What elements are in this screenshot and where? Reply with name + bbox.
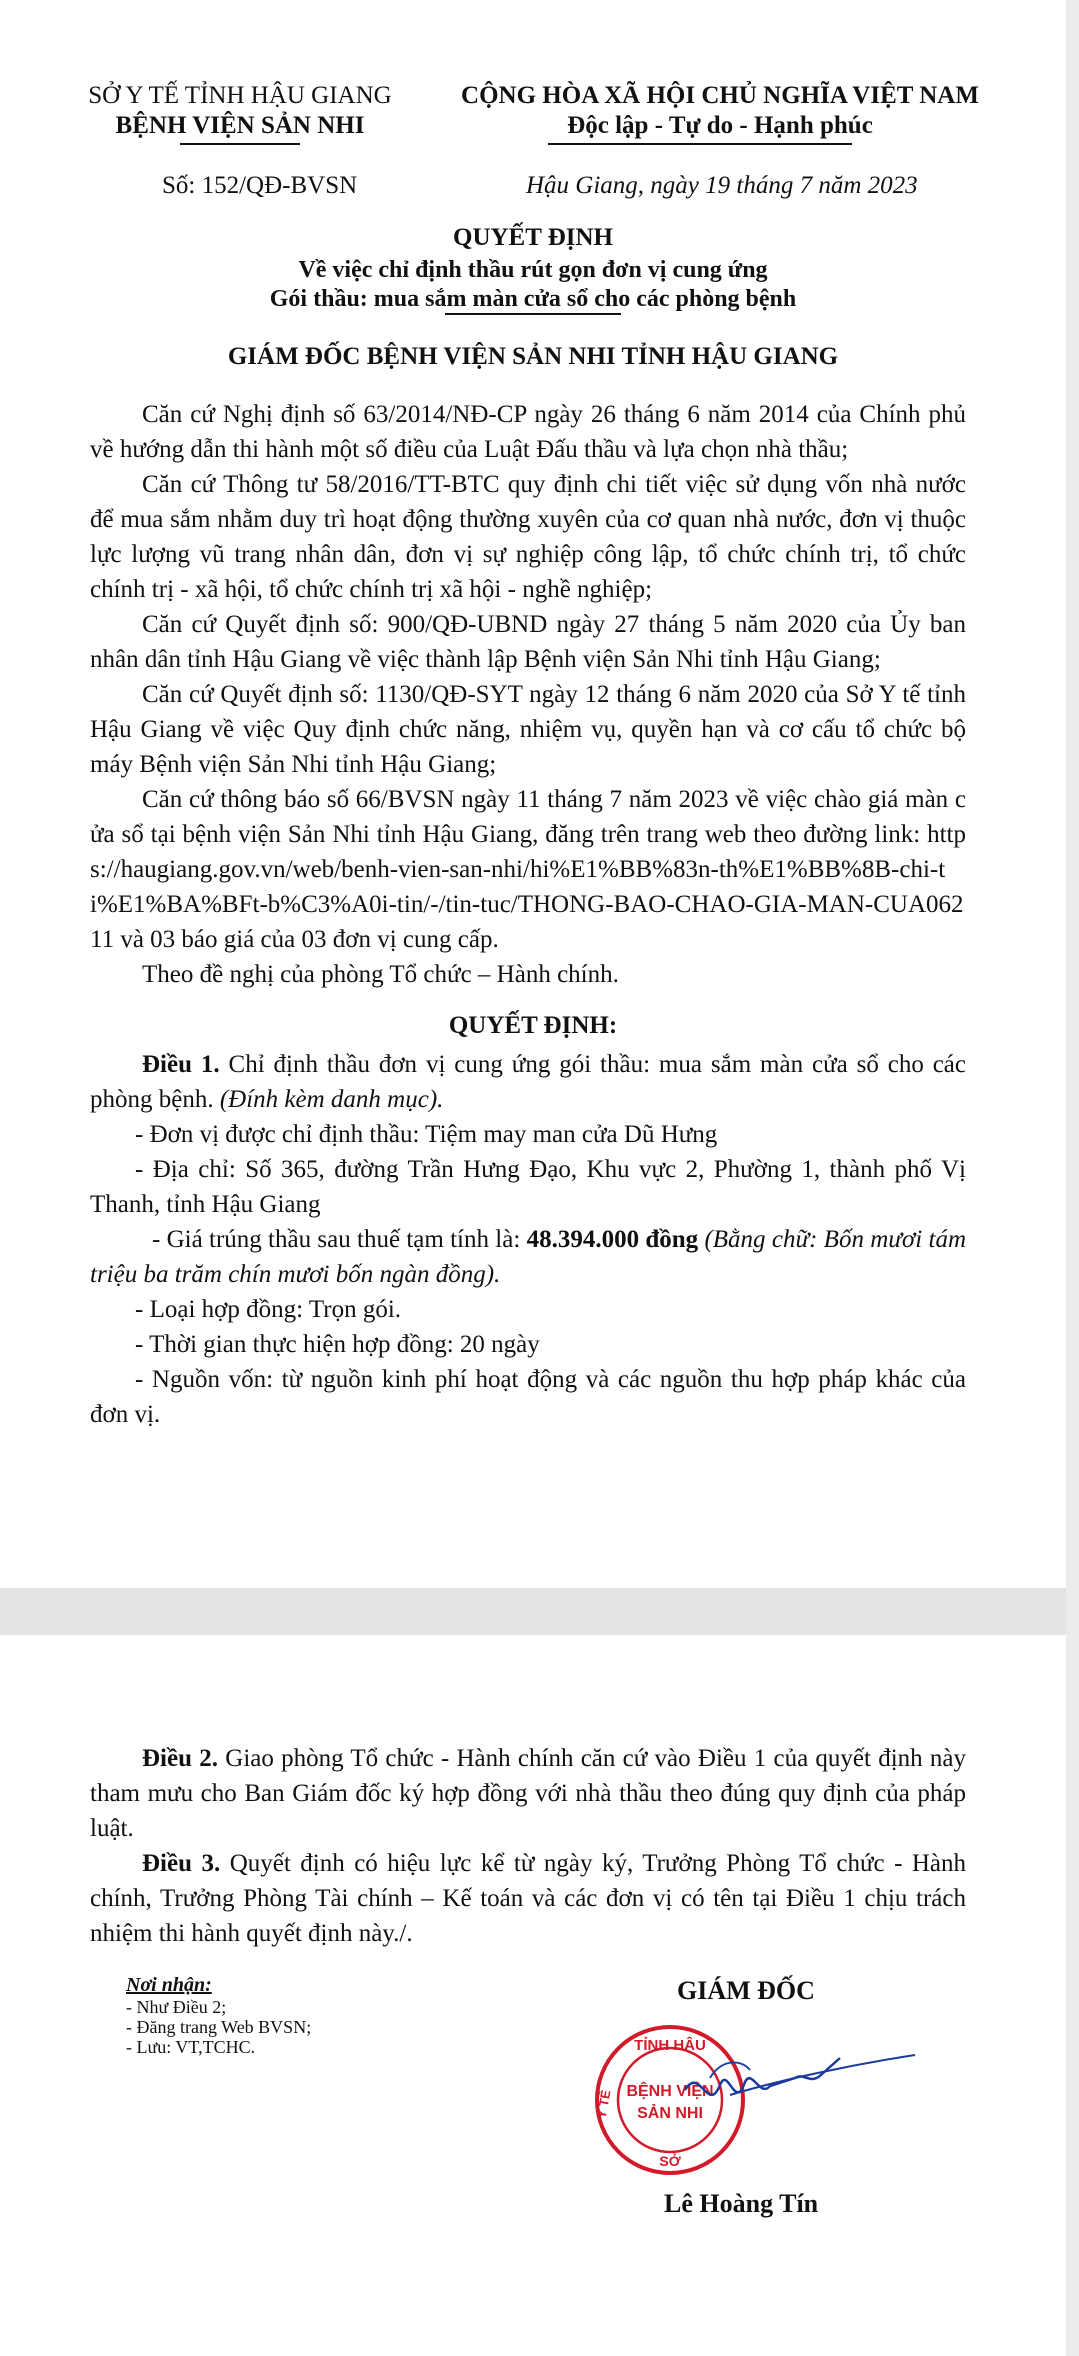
document-page-2 <box>0 1635 1066 2356</box>
document-subject-line-2: Gói thầu: mua sắm màn cửa sổ cho các phòng bệnh <box>269 286 797 312</box>
subject-underline <box>445 313 621 315</box>
article-1-label: Điều 1. <box>142 1051 220 1078</box>
price-line <box>90 1222 966 1292</box>
issuing-department: SỞ Y TẾ TỈNH HẬU GIANG <box>88 82 392 109</box>
article-3-text: Quyết định có hiệu lực kể từ ngày ký, Trưởng Phòng Tổ chức - Hành chính, Trưởng Phòng Tài chính – Kế toán và các đơn vị có tên tại Điều 1 chịu trách nhiệm thi hành quyết định này./. <box>90 1850 967 1947</box>
article-1-text: Chỉ định thầu đơn vị cung ứng gói thầu: mua sắm màn cửa sổ cho các phòng bệnh. <box>90 1051 967 1113</box>
scroll-edge <box>1066 0 1079 2356</box>
decision-heading: QUYẾT ĐỊNH: <box>448 1012 618 1039</box>
stamp-center-line-2: SẢN NHI <box>637 2105 703 2122</box>
article-1 <box>90 1047 966 1117</box>
document-number: Số: 152/QĐ-BVSN <box>162 172 358 199</box>
stamp-top-text: TỈNH HẬU <box>634 2037 706 2054</box>
official-stamp <box>594 2027 743 2173</box>
price-prefix: - Giá trúng thầu sau thuế tạm tính là: <box>152 1226 527 1253</box>
duration-line: - Thời gian thực hiện hợp đồng: 20 ngày <box>135 1331 540 1358</box>
article-3 <box>90 1846 966 1951</box>
nation-name: CỘNG HÒA XÃ HỘI CHỦ NGHĨA VIỆT NAM <box>461 82 979 109</box>
page-gap <box>0 1588 1079 1635</box>
basis-paragraph-2: Căn cứ Thông tư 58/2016/TT-BTC quy định chi tiết việc sử dụng vốn nhà nước để mua sắm nhằm duy trì hoạt động thường xuyên của cơ quan nhà nước, đơn vị thuộc lực lượng vũ trang nhân dân, đơn vị sự nghiệp công lập, tổ chức chính trị, tổ chức chính trị - xã hội, tổ chức chính trị xã hội - nghề nghiệp; <box>90 471 966 603</box>
recipient-item: - Đăng trang Web BVSN; <box>126 2017 312 2037</box>
document-subject-line-1: Về việc chỉ định thầu rút gọn đơn vị cung ứng <box>298 257 768 283</box>
article-2-text: Giao phòng Tổ chức - Hành chính căn cứ vào Điều 1 của quyết định này tham mưu cho Ban Giám đốc ký hợp đồng với nhà thầu theo đúng quy định của pháp luật. <box>90 1745 967 1842</box>
basis-paragraph-1: Căn cứ Nghị định số 63/2014/NĐ-CP ngày 26 tháng 6 năm 2014 của Chính phủ về hướng dẫn thi hành một số điều của Luật Đấu thầu và lựa chọn nhà thầu; <box>90 401 966 463</box>
stamp-bottom-text: SỞ <box>659 2153 681 2169</box>
stamp-left-text: Y TẾ <box>593 2088 614 2120</box>
basis-paragraph-6: Theo đề nghị của phòng Tổ chức – Hành chính. <box>142 961 619 988</box>
recipients-heading: Nơi nhận: <box>126 1974 212 1996</box>
signatory-name: Lê Hoàng Tín <box>664 2189 819 2218</box>
national-motto: Độc lập - Tự do - Hạnh phúc <box>567 112 873 139</box>
stamp-center-line-1: BỆNH VIỆN <box>626 2083 714 2100</box>
issue-date: Hậu Giang, ngày 19 tháng 7 năm 2023 <box>526 172 918 199</box>
basis-paragraph-4: Căn cứ Quyết định số: 1130/QĐ-SYT ngày 12 tháng 6 năm 2020 của Sở Y tế tỉnh Hậu Giang về việc Quy định chức năng, nhiệm vụ, quyền hạn và cơ cấu tổ chức bộ máy Bệnh viện Sản Nhi tỉnh Hậu Giang; <box>90 681 966 778</box>
signatory-title: GIÁM ĐỐC <box>677 1976 815 2005</box>
contractor-line: - Đơn vị được chỉ định thầu: Tiệm may man cửa Dũ Hưng <box>135 1121 718 1148</box>
article-2 <box>90 1741 966 1846</box>
contract-type-line: - Loại hợp đồng: Trọn gói. <box>135 1296 402 1323</box>
basis-paragraph-5: Căn cứ thông báo số 66/BVSN ngày 11 tháng 7 năm 2023 về việc chào giá màn cửa sổ tại bệnh viện Sản Nhi tỉnh Hậu Giang, đăng trên trang web theo đường link: https://haugiang.gov.vn/web/benh-vien-san-nhi/hi%E1%BB%83n-th%E1%BB%8B-chi-ti%E1%BA%BFt-b%C3%A0i-tin/-/tin-tuc/THONG-BAO-CHAO-GIA-MAN-CUA06211 và 03 báo giá của 03 đơn vị cung cấp. <box>90 786 966 953</box>
hospital-name: BỆNH VIỆN SẢN NHI <box>115 112 365 139</box>
article-1-note: (Đính kèm danh mục). <box>219 1086 444 1113</box>
hospital-underline <box>180 143 300 145</box>
price-in-words: (Bằng chữ: Bốn mươi tám triệu ba trăm chín mươi bốn ngàn đồng). <box>90 1226 967 1288</box>
official-stamp-and-signature <box>590 2020 930 2180</box>
motto-underline <box>548 143 852 145</box>
handwritten-signature <box>685 2055 915 2095</box>
article-2-label: Điều 2. <box>142 1745 219 1772</box>
address-line: - Địa chỉ: Số 365, đường Trần Hưng Đạo, Khu vực 2, Phường 1, thành phố Vị Thanh, tỉnh Hậu Giang <box>90 1156 966 1218</box>
basis-paragraph-3: Căn cứ Quyết định số: 900/QĐ-UBND ngày 27 tháng 5 năm 2020 của Ủy ban nhân dân tỉnh Hậu Giang về việc thành lập Bệnh viện Sản Nhi tỉnh Hậu Giang; <box>90 611 966 673</box>
issuing-authority: GIÁM ĐỐC BỆNH VIỆN SẢN NHI TỈNH HẬU GIANG <box>227 343 839 370</box>
recipient-item: - Như Điều 2; <box>126 1997 227 2017</box>
contract-price: 48.394.000 đồng <box>526 1226 699 1253</box>
article-3-label: Điều 3. <box>142 1850 221 1877</box>
recipient-item: - Lưu: VT,TCHC. <box>126 2037 256 2057</box>
funding-line: - Nguồn vốn: từ nguồn kinh phí hoạt động và các nguồn thu hợp pháp khác của đơn vị. <box>90 1366 966 1428</box>
document-title: QUYẾT ĐỊNH <box>453 224 613 251</box>
